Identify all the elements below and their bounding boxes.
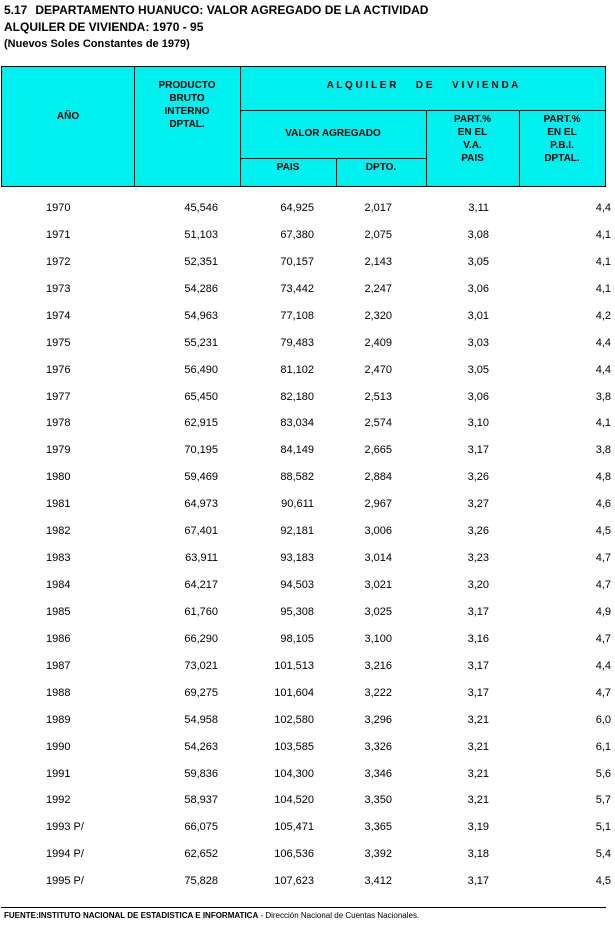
cell-va-dpto: 3,222 [364, 686, 392, 699]
cell-va-pais: 79,483 [280, 336, 314, 349]
cell-part-va: 3,05 [467, 255, 489, 268]
cell-part-pbi: 4,6 [595, 498, 611, 511]
cell-va-dpto: 3,326 [364, 740, 392, 753]
cell-pib: 59,836 [184, 767, 218, 780]
table-title [4, 2, 428, 53]
cell-part-pbi: 4,1 [595, 255, 611, 268]
cell-year: 1987 [46, 659, 71, 672]
table-row [0, 735, 615, 761]
cell-part-pbi: 5,6 [595, 767, 611, 780]
cell-va-dpto: 3,346 [364, 767, 392, 780]
cell-part-va: 3,06 [467, 282, 489, 295]
cell-pib: 64,217 [184, 579, 218, 592]
cell-year: 1978 [46, 417, 71, 430]
table-row [0, 223, 615, 249]
cell-va-dpto: 3,412 [364, 875, 392, 888]
header-pais: PAIS [276, 162, 300, 173]
table-row [0, 465, 615, 491]
cell-part-pbi: 5,7 [595, 794, 611, 807]
cell-year: 1981 [46, 498, 71, 511]
table-row [0, 573, 615, 599]
table-row [0, 277, 615, 303]
cell-va-pais: 104,300 [274, 767, 314, 780]
cell-part-va: 3,17 [467, 659, 489, 672]
header-year: AÑO [56, 111, 80, 122]
cell-va-pais: 101,604 [274, 686, 314, 699]
cell-pib: 54,958 [184, 713, 218, 726]
table-row [0, 196, 615, 222]
footer-divider [1, 907, 606, 908]
cell-va-pais: 92,181 [280, 525, 314, 538]
cell-part-pbi: 4,4 [595, 336, 611, 349]
cell-year: 1992 [46, 794, 71, 807]
cell-part-pbi: 4,7 [595, 552, 611, 565]
cell-va-dpto: 3,100 [364, 632, 392, 645]
cell-year: 1985 [46, 605, 71, 618]
cell-va-pais: 88,582 [280, 471, 314, 484]
cell-pib: 54,286 [184, 282, 218, 295]
divider [240, 110, 605, 111]
cell-pib: 61,760 [184, 605, 218, 618]
cell-part-va: 3,21 [467, 767, 489, 780]
cell-va-pais: 90,611 [281, 498, 314, 511]
cell-pib: 62,652 [184, 848, 218, 861]
table-row [0, 358, 615, 384]
cell-part-va: 3,16 [467, 632, 489, 645]
header-alquiler-vivienda: A L Q U I L E R D E V I V I E N D A [326, 80, 519, 91]
table-row [0, 762, 615, 788]
cell-part-va: 3,21 [467, 794, 489, 807]
cell-year: 1988 [46, 686, 71, 699]
table-row [0, 492, 615, 518]
table-row [0, 681, 615, 707]
cell-part-va: 3,05 [467, 363, 489, 376]
cell-year: 1982 [46, 525, 71, 538]
cell-year: 1976 [46, 363, 71, 376]
header-valor-agregado: VALOR AGREGADO [285, 128, 381, 139]
cell-va-pais: 95,308 [280, 605, 314, 618]
cell-part-pbi: 4,7 [595, 632, 611, 645]
cell-part-va: 3,19 [467, 821, 489, 834]
cell-part-pbi: 6,0 [595, 713, 611, 726]
cell-part-pbi: 5,1 [595, 821, 611, 834]
cell-va-pais: 103,585 [274, 740, 314, 753]
cell-pib: 69,275 [184, 686, 218, 699]
source-detail: - Dirección Nacional de Cuentas Nacionales. [258, 911, 420, 920]
table-row [0, 304, 615, 330]
cell-va-dpto: 3,216 [364, 659, 392, 672]
cell-pib: 66,075 [184, 821, 218, 834]
cell-va-dpto: 2,247 [364, 282, 392, 295]
cell-part-pbi: 4,9 [595, 605, 611, 618]
cell-pib: 52,351 [184, 255, 218, 268]
cell-va-dpto: 3,365 [364, 821, 392, 834]
cell-year: 1993 P/ [46, 821, 84, 834]
table-row [0, 250, 615, 276]
cell-year: 1975 [46, 336, 71, 349]
cell-part-va: 3,08 [467, 228, 489, 241]
cell-part-pbi: 5,4 [595, 848, 611, 861]
cell-part-va: 3,17 [467, 875, 489, 888]
cell-year: 1989 [46, 713, 71, 726]
cell-va-pais: 84,149 [280, 444, 314, 457]
cell-pib: 58,937 [184, 794, 218, 807]
table-row [0, 600, 615, 626]
cell-part-va: 3,17 [467, 605, 489, 618]
cell-year: 1990 [46, 740, 71, 753]
cell-va-dpto: 2,513 [364, 390, 392, 403]
cell-va-dpto: 3,021 [364, 579, 392, 592]
table-row [0, 438, 615, 464]
cell-part-va: 3,27 [467, 498, 489, 511]
cell-part-va: 3,18 [467, 848, 489, 861]
cell-pib: 51,103 [184, 228, 218, 241]
cell-part-pbi: 4,1 [595, 228, 611, 241]
cell-part-va: 3,20 [467, 579, 489, 592]
table-row [0, 331, 615, 357]
cell-va-pais: 70,157 [280, 255, 314, 268]
cell-pib: 62,915 [184, 417, 218, 430]
cell-va-dpto: 2,409 [364, 336, 392, 349]
cell-part-pbi: 4,4 [595, 363, 611, 376]
cell-va-dpto: 2,075 [364, 228, 392, 241]
cell-va-dpto: 3,296 [364, 713, 392, 726]
table-number: 5.17 [4, 3, 28, 17]
cell-va-dpto: 2,017 [364, 202, 392, 214]
table-row [0, 411, 615, 437]
header-pib: PRODUCTO BRUTO INTERNO DPTAL. [158, 80, 216, 130]
cell-part-pbi: 4,8 [595, 471, 611, 484]
cell-pib: 66,290 [184, 632, 218, 645]
cell-year: 1972 [46, 255, 71, 268]
cell-va-pais: 104,520 [274, 794, 314, 807]
cell-pib: 45,546 [184, 202, 218, 214]
cell-part-pbi: 6,1 [595, 740, 611, 753]
title-line-2: ALQUILER DE VIVIENDA: 1970 - 95 [4, 20, 204, 34]
cell-va-pais: 94,503 [280, 579, 314, 592]
cell-va-pais: 83,034 [280, 417, 314, 430]
cell-part-pbi: 4,7 [595, 579, 611, 592]
cell-pib: 54,963 [184, 309, 218, 322]
cell-pib: 59,469 [184, 471, 218, 484]
header-part-pbi: PART.% EN EL P.B.I. DPTAL. [543, 114, 581, 164]
table-row [0, 627, 615, 653]
cell-part-pbi: 4,1 [595, 417, 611, 430]
cell-va-dpto: 2,665 [364, 444, 392, 457]
cell-part-pbi: 3,8 [595, 390, 611, 403]
table-row [0, 842, 615, 868]
cell-year: 1977 [46, 390, 71, 403]
cell-part-pbi: 4,1 [595, 282, 611, 295]
cell-va-dpto: 3,392 [364, 848, 392, 861]
cell-pib: 56,490 [184, 363, 218, 376]
cell-pib: 63,911 [185, 552, 218, 565]
cell-part-va: 3,10 [467, 417, 489, 430]
cell-part-pbi: 4,2 [595, 309, 611, 322]
table-row [0, 815, 615, 841]
cell-va-pais: 102,580 [274, 713, 314, 726]
cell-va-pais: 98,105 [280, 632, 314, 645]
cell-va-pais: 106,536 [274, 848, 314, 861]
cell-part-va: 3,26 [467, 525, 489, 538]
cell-va-pais: 81,102 [280, 363, 314, 376]
header-dpto: DPTO. [365, 162, 397, 173]
cell-pib: 67,401 [184, 525, 218, 538]
cell-va-pais: 64,925 [280, 202, 314, 214]
source-label: FUENTE:INSTITUTO NACIONAL DE ESTADISTICA E INFORMATICA [4, 911, 259, 920]
cell-part-pbi: 4,5 [595, 875, 611, 888]
cell-year: 1984 [46, 579, 71, 592]
table-row [0, 546, 615, 572]
title-units: (Nuevos Soles Constantes de 1979) [4, 38, 190, 50]
cell-va-dpto: 2,320 [364, 309, 392, 322]
header-part-va: PART.% EN EL V.A. PAIS [453, 114, 492, 164]
cell-va-pais: 82,180 [280, 390, 314, 403]
table-row [0, 788, 615, 814]
cell-pib: 65,450 [184, 390, 218, 403]
cell-va-pais: 105,471 [274, 821, 314, 834]
cell-year: 1971 [46, 228, 71, 241]
cell-va-dpto: 3,350 [364, 794, 392, 807]
cell-part-pbi: 4,4 [595, 659, 611, 672]
cell-year: 1979 [46, 444, 71, 457]
cell-pib: 54,263 [184, 740, 218, 753]
cell-part-va: 3,21 [467, 713, 489, 726]
cell-part-va: 3,03 [467, 336, 489, 349]
table-row [0, 519, 615, 545]
cell-va-pais: 93,183 [280, 552, 314, 565]
cell-year: 1983 [46, 552, 71, 565]
divider [240, 158, 426, 159]
cell-year: 1986 [46, 632, 71, 645]
cell-part-va: 3,06 [467, 390, 489, 403]
cell-year: 1991 [46, 767, 71, 780]
cell-va-pais: 67,380 [280, 228, 314, 241]
cell-pib: 70,195 [184, 444, 218, 457]
cell-pib: 73,021 [184, 659, 218, 672]
table-row [0, 869, 615, 895]
cell-va-dpto: 3,025 [364, 605, 392, 618]
cell-va-pais: 101,513 [274, 659, 314, 672]
cell-part-va: 3,26 [467, 471, 489, 484]
cell-part-pbi: 4,5 [595, 525, 611, 538]
table-row [0, 385, 615, 411]
cell-va-dpto: 3,014 [364, 552, 392, 565]
cell-part-pbi: 3,8 [595, 444, 611, 457]
cell-pib: 55,231 [184, 336, 218, 349]
cell-part-va: 3,17 [467, 444, 489, 457]
cell-part-pbi: 4,7 [595, 686, 611, 699]
cell-va-dpto: 2,967 [364, 498, 392, 511]
cell-va-pais: 77,108 [280, 309, 314, 322]
cell-year: 1995 P/ [46, 875, 84, 888]
table-row [0, 654, 615, 680]
cell-year: 1973 [46, 282, 71, 295]
cell-part-pbi: 4,4 [595, 202, 611, 214]
cell-part-va: 3,11 [468, 202, 489, 214]
cell-pib: 75,828 [184, 875, 218, 888]
cell-va-dpto: 3,006 [364, 525, 392, 538]
cell-year: 1974 [46, 309, 71, 322]
table-header [1, 66, 606, 187]
cell-pib: 64,973 [184, 498, 218, 511]
table-row [0, 708, 615, 734]
source-note [4, 911, 419, 920]
cell-year: 1994 P/ [46, 848, 84, 861]
cell-va-dpto: 2,574 [364, 417, 392, 430]
cell-part-va: 3,23 [467, 552, 489, 565]
cell-part-va: 3,01 [467, 309, 489, 322]
cell-part-va: 3,21 [467, 740, 489, 753]
cell-va-pais: 73,442 [280, 282, 314, 295]
cell-part-va: 3,17 [467, 686, 489, 699]
cell-va-dpto: 2,470 [364, 363, 392, 376]
cell-va-dpto: 2,143 [364, 255, 392, 268]
cell-year: 1980 [46, 471, 71, 484]
title-line-1: DEPARTAMENTO HUANUCO: VALOR AGREGADO DE LA ACTIVIDAD [35, 3, 429, 17]
cell-year: 1970 [46, 202, 71, 214]
cell-va-pais: 107,623 [274, 875, 314, 888]
cell-va-dpto: 2,884 [364, 471, 392, 484]
